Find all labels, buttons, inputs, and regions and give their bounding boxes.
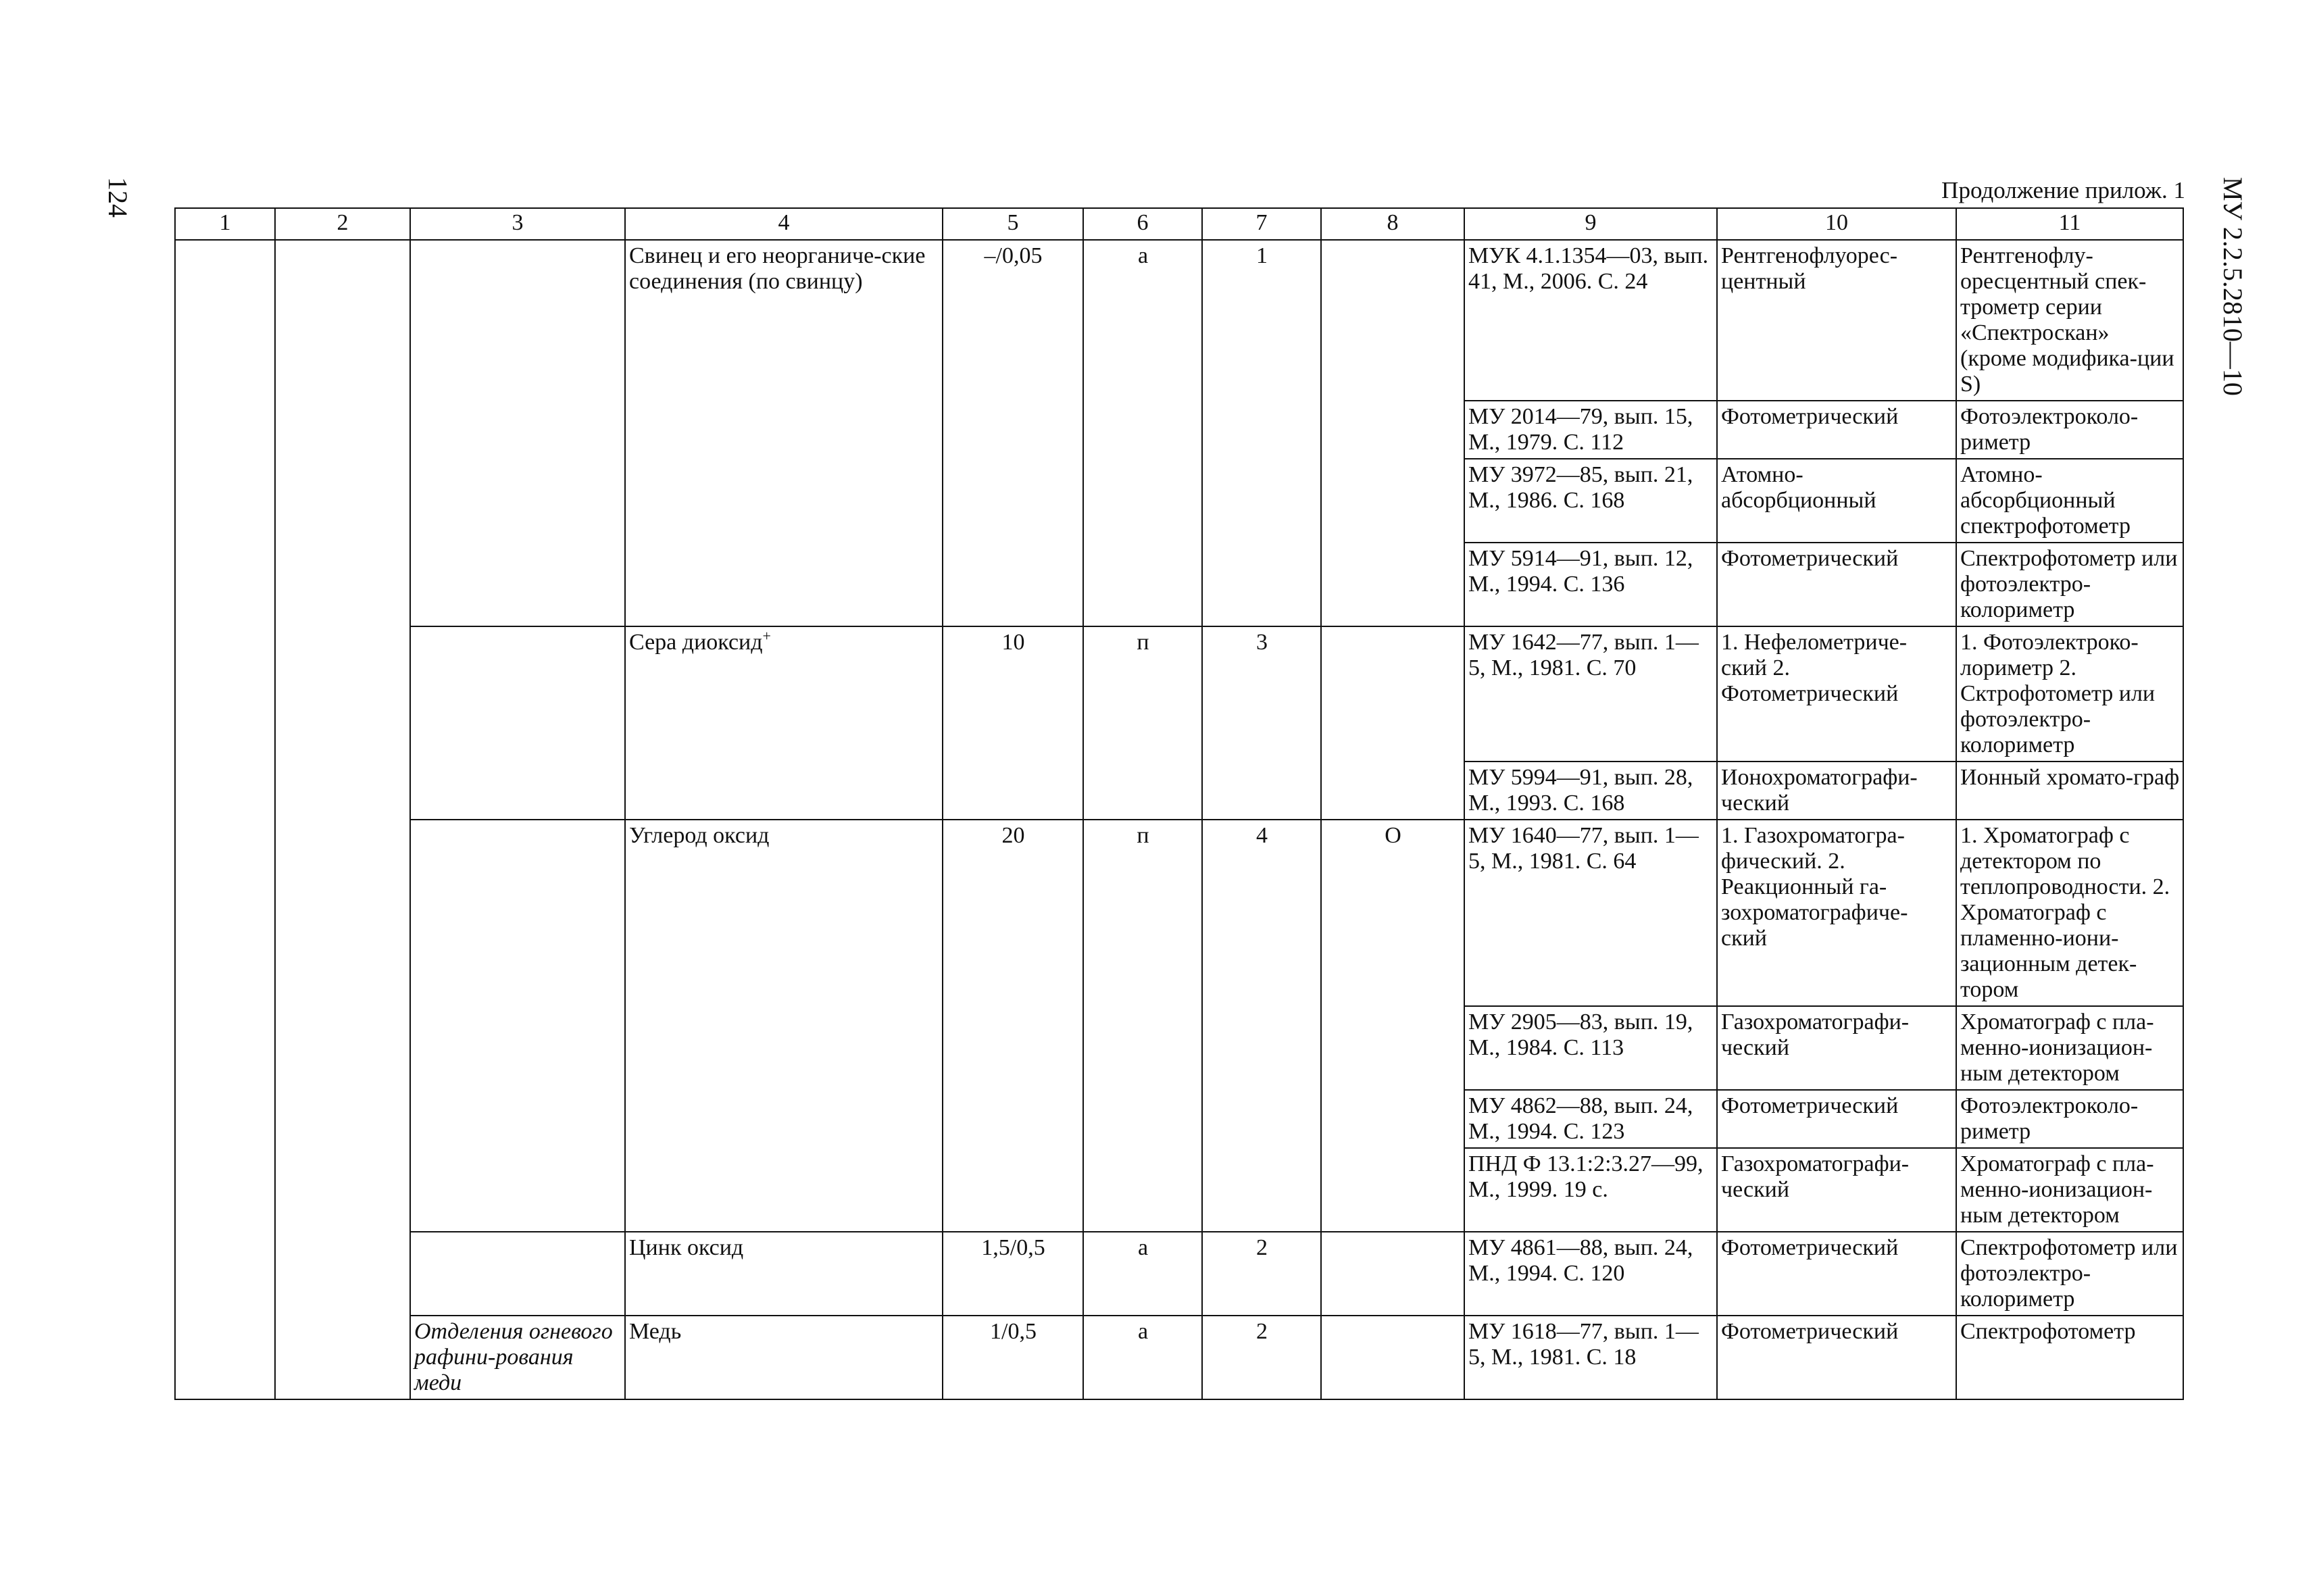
cell-method-doc: ПНД Ф 13.1:2:3.27—99, М., 1999. 19 с. <box>1464 1148 1717 1232</box>
cell-device: Ионный хромато-граф <box>1956 762 2183 820</box>
cell-method-doc: МУ 2905—83, вып. 19, М., 1984. С. 113 <box>1464 1006 1717 1090</box>
cell-mpc: 1,5/0,5 <box>943 1232 1083 1316</box>
cell-method: Атомно-абсорбционный <box>1717 459 1956 543</box>
cell-method-doc: МУ 1618—77, вып. 1—5, М., 1981. С. 18 <box>1464 1316 1717 1399</box>
cell-device: 1. Хроматограф с детектором по теплопроводности. 2. Хроматограф с пламенно-иони-зационным детек-тором <box>1956 820 2183 1006</box>
cell-state: а <box>1083 240 1202 626</box>
cell-col2 <box>275 240 410 1399</box>
cell-activity: Отделения огневого рафини-рования меди <box>410 1316 625 1399</box>
cell-method-doc: МУ 1642—77, вып. 1—5, М., 1981. С. 70 <box>1464 626 1717 762</box>
cell-state: п <box>1083 820 1202 1232</box>
cell-state: а <box>1083 1232 1202 1316</box>
document-code: МУ 2.2.5.2810—10 <box>2218 177 2248 396</box>
table-row <box>175 1316 2183 1399</box>
cell-state: а <box>1083 1316 1202 1399</box>
cell-method: Газохроматографи-ческий <box>1717 1006 1956 1090</box>
cell-feature <box>1321 1232 1464 1316</box>
table-row <box>175 240 2183 401</box>
cell-method: Фотометрический <box>1717 543 1956 626</box>
cell-activity <box>410 240 625 626</box>
cell-device: Хроматограф с пла-менно-ионизацион-ным детектором <box>1956 1006 2183 1090</box>
cell-method-doc: МУ 3972—85, вып. 21, М., 1986. С. 168 <box>1464 459 1717 543</box>
column-header-2: 2 <box>275 208 410 240</box>
cell-method: Фотометрический <box>1717 1232 1956 1316</box>
cell-method: Рентгенофлуорес-центный <box>1717 240 1956 401</box>
cell-hazard-class: 4 <box>1202 820 1321 1232</box>
column-header-10: 10 <box>1717 208 1956 240</box>
cell-device: Хроматограф с пла-менно-ионизацион-ным детектором <box>1956 1148 2183 1232</box>
column-header-8: 8 <box>1321 208 1464 240</box>
page-number: 124 <box>103 177 133 218</box>
cell-device: Атомно-абсорбционный спектрофотометр <box>1956 459 2183 543</box>
cell-method-doc: МУ 4861—88, вып. 24, М., 1994. С. 120 <box>1464 1232 1717 1316</box>
cell-device: 1. Фотоэлектроко-лориметр 2. Сктрофотометр или фотоэлектро-колориметр <box>1956 626 2183 762</box>
cell-method: Газохроматографи-ческий <box>1717 1148 1956 1232</box>
cell-method: Фотометрический <box>1717 401 1956 459</box>
cell-method-doc: МУ 1640—77, вып. 1—5, М., 1981. С. 64 <box>1464 820 1717 1006</box>
cell-substance <box>625 1232 943 1316</box>
substance-name: Сера диоксид <box>629 630 763 655</box>
cell-device: Спектрофотометр или фотоэлектро-колориметр <box>1956 543 2183 626</box>
cell-state: п <box>1083 626 1202 820</box>
column-header-5: 5 <box>943 208 1083 240</box>
substance-name: Свинец и его неорганиче-ские соединения (по свинцу) <box>629 243 926 294</box>
column-header-7: 7 <box>1202 208 1321 240</box>
cell-activity <box>410 1232 625 1316</box>
column-header-11: 11 <box>1956 208 2183 240</box>
cell-hazard-class: 2 <box>1202 1232 1321 1316</box>
column-header-4: 4 <box>625 208 943 240</box>
substance-name: Углерод оксид <box>629 823 770 848</box>
header-row <box>175 208 2183 240</box>
cell-feature: О <box>1321 820 1464 1232</box>
table-row <box>175 1232 2183 1316</box>
cell-method-doc: МУК 4.1.1354—03, вып. 41, М., 2006. С. 24 <box>1464 240 1717 401</box>
cell-hazard-class: 1 <box>1202 240 1321 626</box>
cell-device: Рентгенофлу-оресцентный спек-трометр серии «Спектроскан» (кроме модифика-ции S) <box>1956 240 2183 401</box>
cell-substance <box>625 240 943 626</box>
cell-mpc: 1/0,5 <box>943 1316 1083 1399</box>
appendix-table <box>174 207 2184 1400</box>
cell-substance <box>625 820 943 1232</box>
cell-hazard-class: 3 <box>1202 626 1321 820</box>
cell-substance <box>625 1316 943 1399</box>
cell-method: Фотометрический <box>1717 1090 1956 1148</box>
cell-activity <box>410 820 625 1232</box>
substance-superscript: + <box>762 627 771 645</box>
cell-mpc: 10 <box>943 626 1083 820</box>
column-header-9: 9 <box>1464 208 1717 240</box>
cell-method: 1. Газохроматогра-фический. 2. Реакционный га-зохроматографиче-ский <box>1717 820 1956 1006</box>
continuation-label: Продолжение прилож. 1 <box>1941 177 2185 203</box>
cell-method-doc: МУ 5914—91, вып. 12, М., 1994. С. 136 <box>1464 543 1717 626</box>
cell-feature <box>1321 240 1464 626</box>
column-header-1: 1 <box>175 208 275 240</box>
substance-name: Цинк оксид <box>629 1235 744 1260</box>
table-body <box>175 240 2183 1399</box>
cell-feature <box>1321 1316 1464 1399</box>
cell-col1 <box>175 240 275 1399</box>
cell-substance <box>625 626 943 820</box>
cell-device: Спектрофотометр или фотоэлектро-колориметр <box>1956 1232 2183 1316</box>
cell-device: Фотоэлектроколо-риметр <box>1956 401 2183 459</box>
cell-device: Спектрофотометр <box>1956 1316 2183 1399</box>
column-header-3: 3 <box>410 208 625 240</box>
cell-feature <box>1321 626 1464 820</box>
cell-device: Фотоэлектроколо-риметр <box>1956 1090 2183 1148</box>
substance-name: Медь <box>629 1319 682 1344</box>
table-row <box>175 820 2183 1006</box>
cell-method-doc: МУ 5994—91, вып. 28, М., 1993. С. 168 <box>1464 762 1717 820</box>
cell-activity <box>410 626 625 820</box>
cell-method: Ионохроматографи-ческий <box>1717 762 1956 820</box>
cell-method-doc: МУ 4862—88, вып. 24, М., 1994. С. 123 <box>1464 1090 1717 1148</box>
table-row <box>175 626 2183 762</box>
cell-mpc: 20 <box>943 820 1083 1232</box>
column-header-6: 6 <box>1083 208 1202 240</box>
cell-method-doc: МУ 2014—79, вып. 15, М., 1979. С. 112 <box>1464 401 1717 459</box>
cell-method: Фотометрический <box>1717 1316 1956 1399</box>
cell-hazard-class: 2 <box>1202 1316 1321 1399</box>
cell-method: 1. Нефелометриче-ский 2. Фотометрический <box>1717 626 1956 762</box>
cell-mpc: –/0,05 <box>943 240 1083 626</box>
